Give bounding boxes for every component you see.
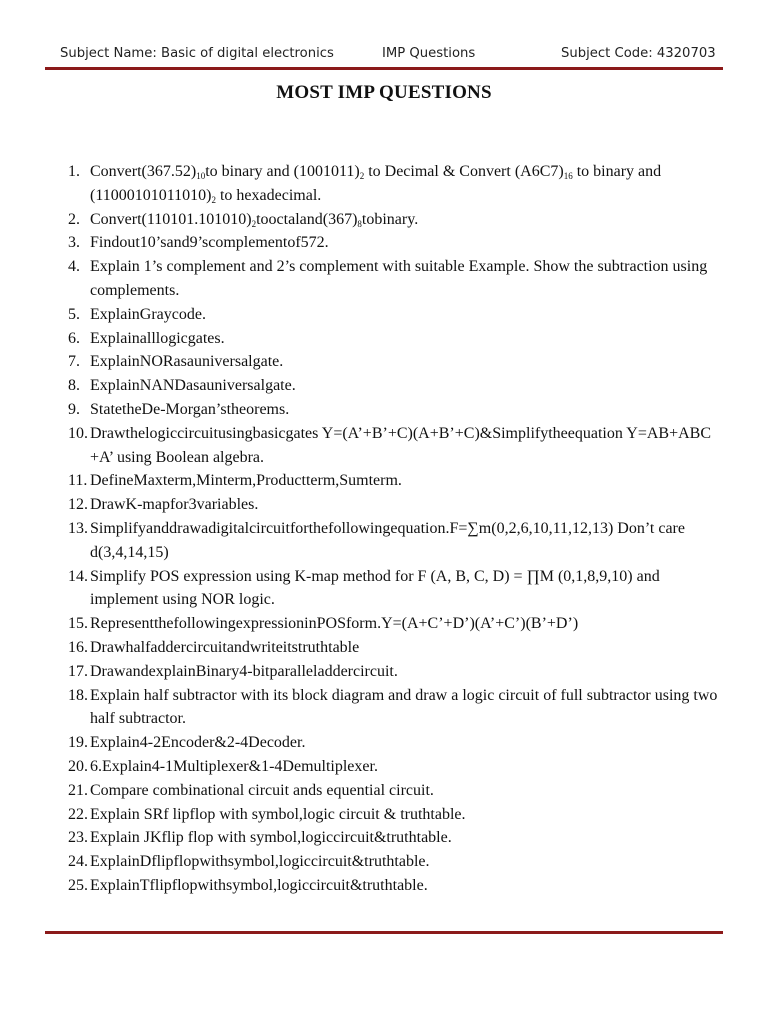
question-text: Explain4-2Encoder&2-4Decoder. xyxy=(90,734,306,752)
subject-code: Subject Code: 4320703 xyxy=(561,46,716,61)
question-text: Explain 1’s complement and 2’s complement with suitable Example. Show the subtraction using complements. xyxy=(90,258,708,299)
question-number: 20. xyxy=(68,757,88,775)
question-text: RepresentthefollowingexpressioninPOSform.Y=(A+C’+D’)(A’+C’)(B’+D’) xyxy=(90,615,579,633)
question-text: ExplainGraycode. xyxy=(90,305,206,323)
question-number: 21. xyxy=(68,781,88,799)
question-number: 6. xyxy=(68,329,80,347)
question-text: Explain half subtractor with its block diagram and draw a logic circuit of full subtractor using two half subtractor. xyxy=(90,686,718,728)
question-number: 19. xyxy=(68,734,88,752)
page-header xyxy=(45,44,723,68)
question-item xyxy=(68,684,728,732)
question-number: 25. xyxy=(68,876,88,894)
question-item xyxy=(68,731,728,755)
question-item xyxy=(68,636,728,660)
question-number: 9. xyxy=(68,400,80,418)
question-number: 4. xyxy=(68,258,80,276)
question-number: 14. xyxy=(68,567,88,585)
question-item xyxy=(68,327,728,351)
question-item xyxy=(68,208,728,232)
question-item xyxy=(68,874,728,898)
question-item xyxy=(68,755,728,779)
question-number: 18. xyxy=(68,686,88,704)
question-item xyxy=(68,660,728,684)
footer-divider xyxy=(45,931,723,934)
question-item xyxy=(68,612,728,636)
question-number: 23. xyxy=(68,829,88,847)
question-text: Drawhalfaddercircuitandwriteitstruthtable xyxy=(90,638,360,656)
question-number: 24. xyxy=(68,853,88,871)
question-text: Simplify POS expression using K-map method for F (A, B, C, D) = ∏M (0,1,8,9,10) and implement using NOR logic. xyxy=(90,567,660,609)
question-item xyxy=(68,493,728,517)
question-number: 3. xyxy=(68,234,80,252)
question-number: 17. xyxy=(68,662,88,680)
subject-name: Subject Name: Basic of digital electronics xyxy=(60,46,334,61)
header-divider xyxy=(45,67,723,70)
question-item xyxy=(68,422,728,470)
question-text: Drawthelogiccircuitusingbasicgates Y=(A’+B’+C)(A+B’+C)&Simplifytheequation Y=AB+ABC +A’ using Boolean algebra. xyxy=(90,424,711,466)
question-number: 7. xyxy=(68,353,80,371)
question-text: ExplainNANDasauniversalgate. xyxy=(90,377,296,395)
question-item xyxy=(68,826,728,850)
section-label: IMP Questions xyxy=(382,46,476,61)
page-title: MOST IMP QUESTIONS xyxy=(276,82,492,103)
question-item xyxy=(68,374,728,398)
question-list xyxy=(68,160,728,898)
question-text: Explain SRf lipflop with symbol,logic circuit & truthtable. xyxy=(90,805,466,823)
question-text: Explain JKflip flop with symbol,logiccircuit&truthtable. xyxy=(90,829,452,847)
question-number: 11. xyxy=(68,472,88,490)
question-item xyxy=(68,517,728,565)
question-number: 8. xyxy=(68,377,80,395)
question-number: 22. xyxy=(68,805,88,823)
question-text: ExplainDflipflopwithsymbol,logiccircuit&truthtable. xyxy=(90,853,430,871)
question-number: 16. xyxy=(68,638,88,656)
question-item xyxy=(68,565,728,613)
question-text: Compare combinational circuit ands equential circuit. xyxy=(90,781,434,799)
question-text: Findout10’sand9’scomplementof572. xyxy=(90,234,329,252)
question-text: ExplainNORasauniversalgate. xyxy=(90,353,284,371)
question-text: DrawK-mapfor3variables. xyxy=(90,496,259,514)
question-item xyxy=(68,779,728,803)
question-text: StatetheDe-Morgan’stheorems. xyxy=(90,400,290,418)
question-item xyxy=(68,850,728,874)
question-number: 2. xyxy=(68,210,80,228)
question-number: 15. xyxy=(68,615,88,633)
question-item xyxy=(68,398,728,422)
question-text: $Convert(110101.101010)_2tooctaland(367)_8tobinary$. xyxy=(90,210,419,229)
question-number: 13. xyxy=(68,519,88,537)
question-item xyxy=(68,469,728,493)
question-number: 5. xyxy=(68,305,80,323)
question-text: DefineMaxterm,Minterm,Productterm,Sumterm. xyxy=(90,472,402,490)
question-text: Explainalllogicgates. xyxy=(90,329,225,347)
question-item xyxy=(68,160,728,208)
question-item xyxy=(68,803,728,827)
question-text: Simplifyanddrawadigitalcircuitforthefollowingequation.F=∑m(0,2,6,10,11,12,13) Don’t care d(3,4,14,15) xyxy=(90,519,685,561)
question-item xyxy=(68,303,728,327)
question-text: $Convert(367.52)_{10}to$ binary and $(1001011)_2$ to Decimal & Convert $(A6C7)_{16}$ to binary and $(11000101011010)_2$ to hexadecimal. xyxy=(90,163,662,205)
question-text: 6.Explain4-1Multiplexer&1-4Demultiplexer. xyxy=(90,757,378,775)
question-item xyxy=(68,255,728,303)
question-item xyxy=(68,350,728,374)
question-item xyxy=(68,231,728,255)
question-number: 12. xyxy=(68,496,88,514)
question-text: DrawandexplainBinary4-bitparalleladdercircuit. xyxy=(90,662,398,680)
question-text: ExplainTflipflopwithsymbol,logiccircuit&truthtable. xyxy=(90,876,428,894)
question-number: 10. xyxy=(68,424,88,442)
question-number: 1. xyxy=(68,163,80,180)
